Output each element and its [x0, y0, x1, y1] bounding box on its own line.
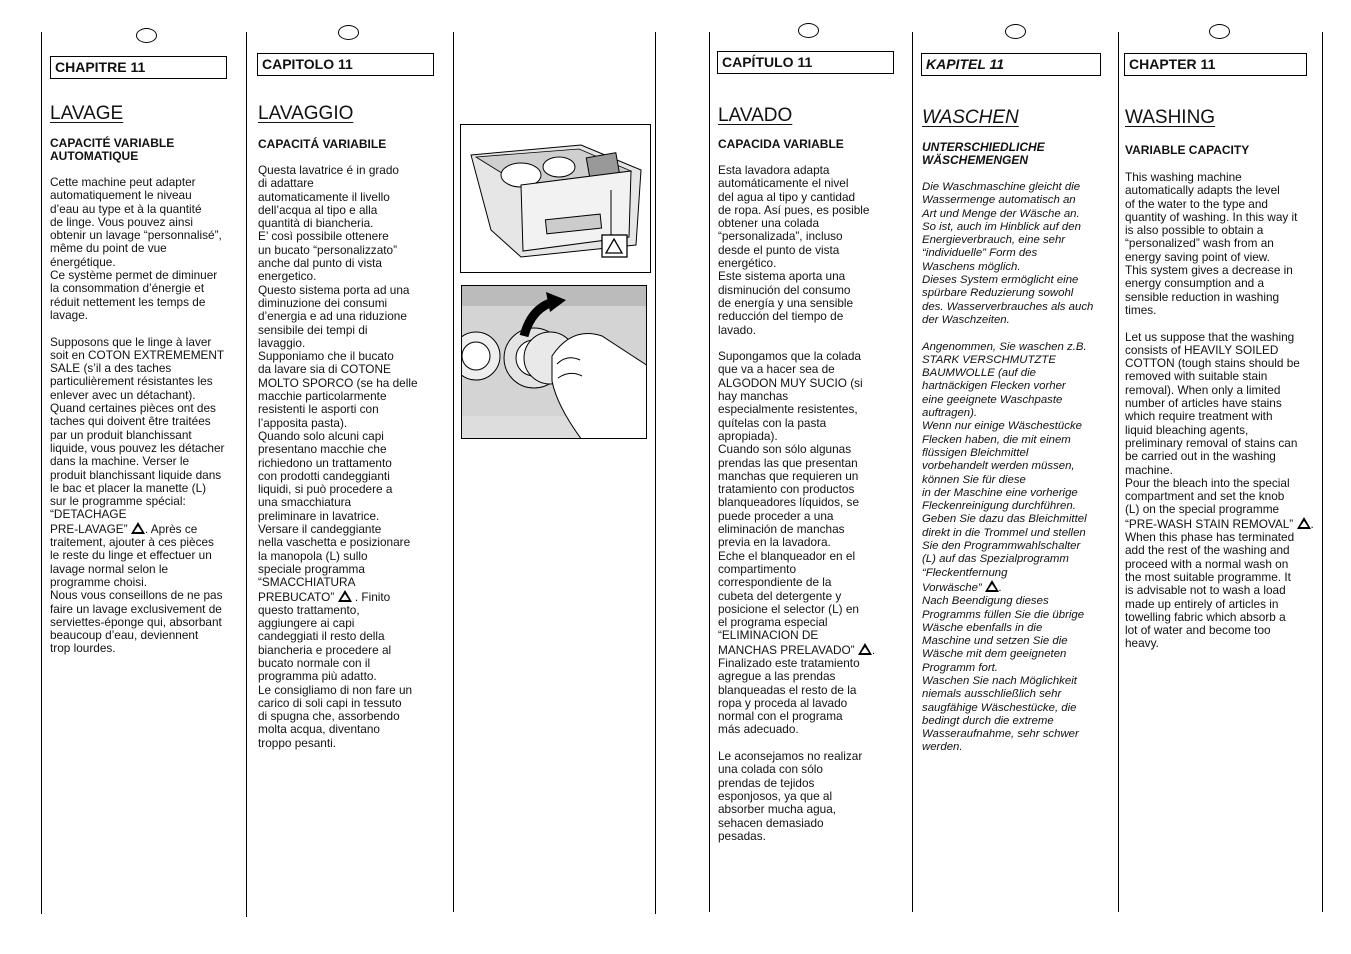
column-divider [1322, 32, 1323, 912]
section-subtitle: CAPACIDA VARIABLE [718, 137, 844, 151]
chapter-box: KAPITEL 11 [921, 53, 1101, 76]
column-divider [41, 32, 42, 914]
section-title: WASHING [1125, 107, 1216, 128]
section-title: LAVADO [718, 105, 793, 126]
column-divider [453, 32, 454, 912]
section-body: Cette machine peut adapter automatiquement le niveau d’eau au type et à la quantité de linge. Vous pouvez ainsi obtenir un lavage “personnalisé”, même du point de vue énergétique. Ce système permet de diminuer la consommation d’énergie et réduit nettement les temps de lavage. Supposons que le linge à laver soit en COTON EXTREMEMENT SALE (s’il a des taches particulièrement résistantes les enlever avec un détachant). Quand certaines pièces ont des taches qui doivent être traitées par un produit blanchissant liquide, vous pouvez les détacher dans la machine. Verser le produit blanchissant liquide dans le bac et placer la manette (L) sur le programme spécial: “DETACHAGE PRE-LAVAGE” . Après ce traitement, ajouter à ces pièces le reste du linge et effectuer un lavage normal selon le programme choisi. Nous vous conseillons de ne pas faire un lavage exclusivement de serviettes-éponge qui, absorbant beaucoup d’eau, deviennent trop lourdes. [50, 175, 225, 656]
warning-triangle-icon [1297, 517, 1311, 529]
language-oval-icon [338, 25, 359, 40]
warning-triangle-icon [985, 580, 999, 592]
column-divider [709, 32, 710, 912]
warning-triangle-icon [338, 590, 352, 602]
detergent-drawer-illustration [460, 124, 651, 273]
chapter-box: CAPITOLO 11 [257, 53, 434, 76]
chapter-box: CHAPTER 11 [1124, 53, 1307, 76]
chapter-box: CHAPITRE 11 [50, 56, 227, 79]
section-body: This washing machine automatically adapts the level of the water to the type and quantity of washing. In this way it is also possible to obtain a “personalized” wash from an energy saving point of view. This system gives a decrease in energy consumption and a sensible reduction in washing times. Let us suppose that the washing consists of HEAVILY SOILED COTTON (tough stains should be removed with suitable stain removal). When only a limited number of articles have stains which require treatment with liquid bleaching agents, preliminary removal of stains can be carried out in the washing machine. Pour the bleach into the special compartment and set the knob (L) on the special programme “PRE-WASH STAIN REMOVAL” . When this phase has terminated add the rest of the washing and proceed with a normal wash on the most suitable programme. It is advisable not to wash a load made up entirely of articles in towelling fabric which absorb a lot of water and become too heavy. [1125, 170, 1314, 651]
column-divider [655, 32, 656, 914]
section-body: Esta lavadora adapta automáticamente el nivel del agua al tipo y cantidad de ropa. Así pues, es posible obtener una colada “personalizada”, incluso desde el punto de vista energético. Este sistema aporta una disminución del consumo de energía y una sensible reducción del tiempo de lavado. Supongamos que la colada que va a hacer sea de ALGODON MUY SUCIO (si hay manchas especialmente resistentes, quítelas con la pasta apropiada). Cuando son sólo algunas prendas las que presentan manchas que requieren un tratamiento con productos blanqueadores líquidos, se puede proceder a una eliminación de manchas previa en la lavadora. Eche el blanqueador en el compartimento correspondiente de la cubeta del detergente y posicione el selector (L) en el programa especial “ELIMINACION DE MANCHAS PRELAVADO” . Finalizado este tratamiento agregue a las prendas blanqueadas el resto de la ropa y proceda al lavado normal con el programa más adecuado. Le aconsejamos no realizar una colada con sólo prendas de tejidos esponjosos, ya que al absorber mucha agua, sehacen demasiado pesadas. [718, 163, 876, 843]
column-divider [912, 32, 913, 912]
section-title: WASCHEN [922, 107, 1019, 128]
section-title: LAVAGGIO [258, 103, 354, 124]
section-body: Die Waschmaschine gleicht die Wassermenge automatisch an Art und Menge der Wäsche an. So ist, auch im Hinblick auf den Energieverbrauch, eine sehr “individuelle” Form des Waschens möglich. Dieses System ermöglicht eine spürbare Reduzierung sowohl des. Wasserverbrauches als auch der Waschzeiten. Angenommen, Sie waschen z.B. STARK VERSCHMUTZTE BAUMWOLLE (auf die hartnäckigen Flecken vorher eine geeignete Waschpaste auftragen). Wenn nur einige Wäschestücke Flecken haben, die mit einem flüssigen Bleichmittel vorbehandelt werden müssen, können Sie für diese in der Maschine eine vorherige Fleckenreinigung durchführen. Geben Sie dazu das Bleichmittel direkt in die Trommel und stellen Sie den Programmwahlschalter (L) auf das Spezialprogramm “Fleckentfernung Vorwäsche” . Nach Beendigung dieses Programms füllen Sie die übrige Wäsche ebenfalls in die Maschine und setzen Sie die Wäsche mit dem geeigneten Programm fort. Waschen Sie nach Möglichkeit niemals ausschließlich sehr saugfähige Wäschestücke, die bedingt durch die extreme Wasseraufnahme, sehr schwer werden. [922, 181, 1094, 754]
language-oval-icon [798, 23, 819, 38]
column-divider [246, 32, 247, 917]
section-title: LAVAGE [50, 103, 124, 124]
chapter-box: CAPÍTULO 11 [717, 51, 894, 74]
section-subtitle: UNTERSCHIEDLICHE WÄSCHEMENGEN [922, 140, 1045, 167]
section-body: Questa lavatrice é in grado di adattare automaticamente il livello dell’acqua al tipo e alla quantità di biancheria. E’ così possibile ottenere un bucato “personalizzato” anche dal punto di vista energetico. Questo sistema porta ad una diminuzione dei consumi d’energia e ad una riduzione sensibile dei tempi di lavaggio. Supponiamo che il bucato da lavare sia di COTONE MOLTO SPORCO (se ha delle macchie particolarmente resistenti le asporti con l’apposita pasta). Quando solo alcuni capi presentano macchie che richiedono un trattamento con prodotti candeggianti liquidi, si può procedere a una smacchiatura preliminare in lavatrice. Versare il candeggiante nella vaschetta e posizionare la manopola (L) sullo speciale programma “SMACCHIATURA PREBUCATO” . Finito questo trattamento, aggiungere ai capi candeggiati il resto della biancheria e procedere al bucato normale con il programma più adatto. Le consigliamo di non fare un carico di soli capi in tessuto di spugna che, assorbendo molta acqua, diventano troppo pesanti. [258, 163, 418, 750]
section-subtitle: CAPACITÉ VARIABLE AUTOMATIQUE [50, 136, 175, 163]
column-divider [1118, 32, 1119, 912]
warning-triangle-icon [858, 643, 872, 655]
section-subtitle: VARIABLE CAPACITY [1125, 143, 1250, 157]
warning-triangle-icon [131, 522, 145, 534]
hand-turning-knob-illustration [461, 285, 647, 439]
language-oval-icon [1005, 24, 1026, 39]
section-subtitle: CAPACITÁ VARIABILE [258, 137, 387, 151]
language-oval-icon [136, 28, 157, 43]
language-oval-icon [1209, 24, 1230, 39]
